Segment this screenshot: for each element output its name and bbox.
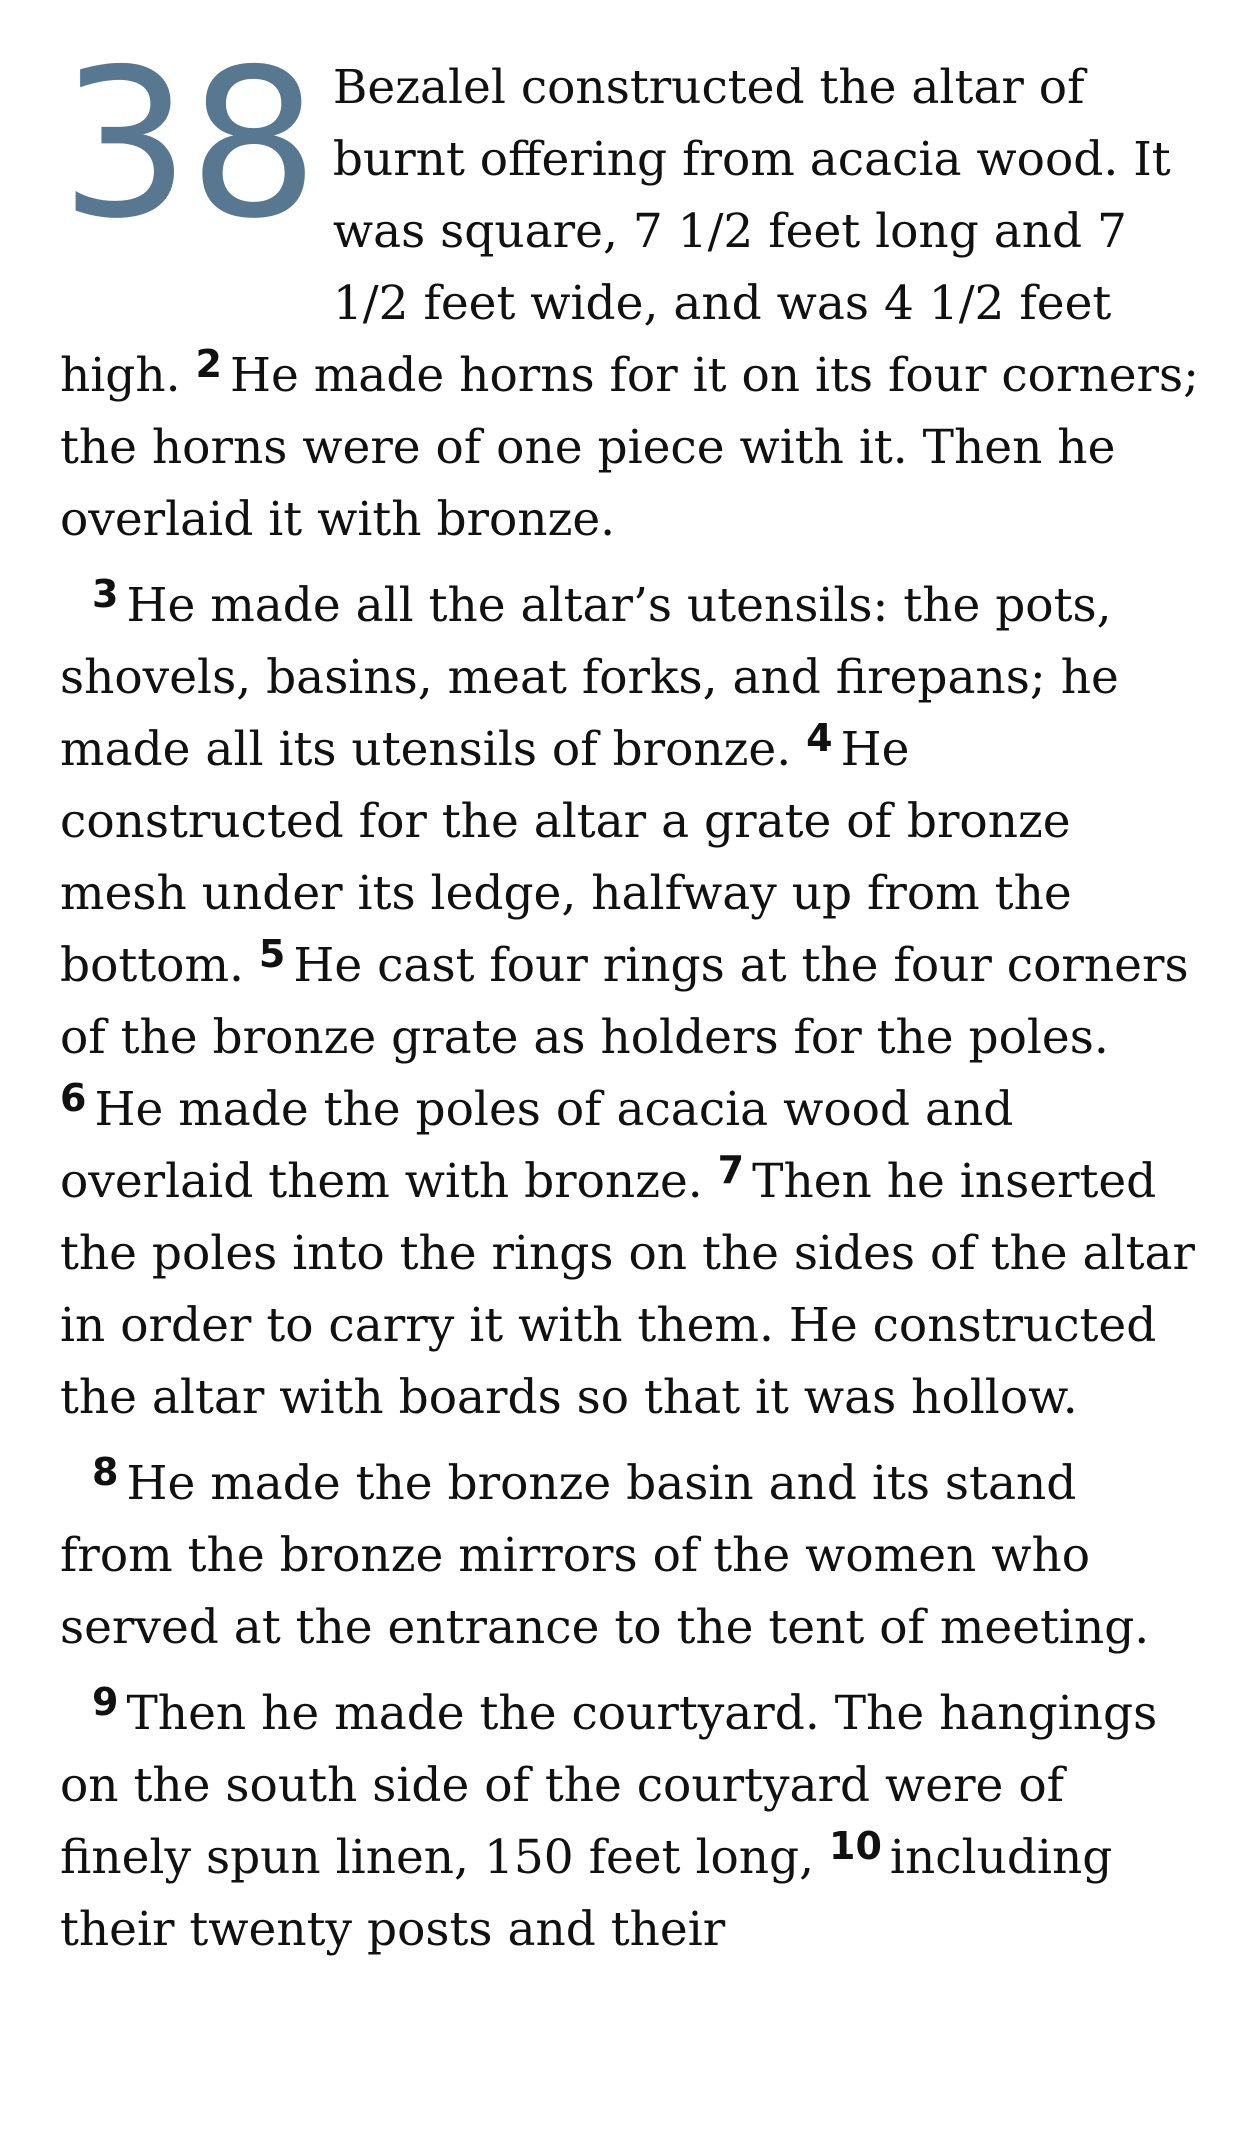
verse-text: including their twenty posts and their: [60, 1830, 1113, 1957]
verse-text: He made horns for it on its four corners; the horns were of one piece with it. Then he overlaid it with bronze.: [60, 348, 1199, 547]
paragraph: [60, 1678, 1200, 1966]
verse-text: He constructed for the altar a grate of bronze mesh under its ledge, halfway up from the bottom.: [60, 722, 1072, 993]
verse-number: 9: [92, 1680, 119, 1724]
verse-text: Then he made the courtyard. The hangings on the south side of the courtyard were of finely spun linen, 150 feet long,: [60, 1686, 1158, 1885]
verse-number: 6: [60, 1076, 87, 1120]
verse-number: 2: [195, 342, 222, 386]
chapter-number: 38: [60, 26, 317, 264]
verse-text: He made all the altar’s utensils: the pots, shovels, basins, meat forks, and firepans; he made all its utensils of bronze.: [60, 578, 1119, 777]
verse-number: 4: [806, 716, 833, 760]
verse-number: 3: [92, 572, 119, 616]
verse-number: 8: [92, 1450, 119, 1494]
verse-number: 5: [258, 932, 286, 976]
verse-text: Then he inserted the poles into the rings on the sides of the altar in order to carry it with them. He constructed the altar with boards so that it was hollow.: [60, 1154, 1195, 1425]
verse-text: He made the poles of acacia wood and overlaid them with bronze.: [60, 1082, 1014, 1209]
reader-page: [60, 26, 1200, 1966]
verse-number: 7: [717, 1148, 745, 1192]
verse-number: 10: [829, 1824, 882, 1868]
verse-text: He cast four rings at the four corners of the bronze grate as holders for the poles.: [60, 938, 1189, 1065]
paragraph: [60, 570, 1200, 1434]
verse-text: He made the bronze basin and its stand from the bronze mirrors of the women who served at the entrance to the tent of meeting.: [60, 1456, 1150, 1655]
paragraph: [60, 1448, 1200, 1664]
verse-text: Bezalel constructed the altar of burnt offering from acacia wood. It was square, 7 1/2 feet long and 7 1/2 feet wide, and was 4 1/2 feet high.: [60, 60, 1171, 403]
